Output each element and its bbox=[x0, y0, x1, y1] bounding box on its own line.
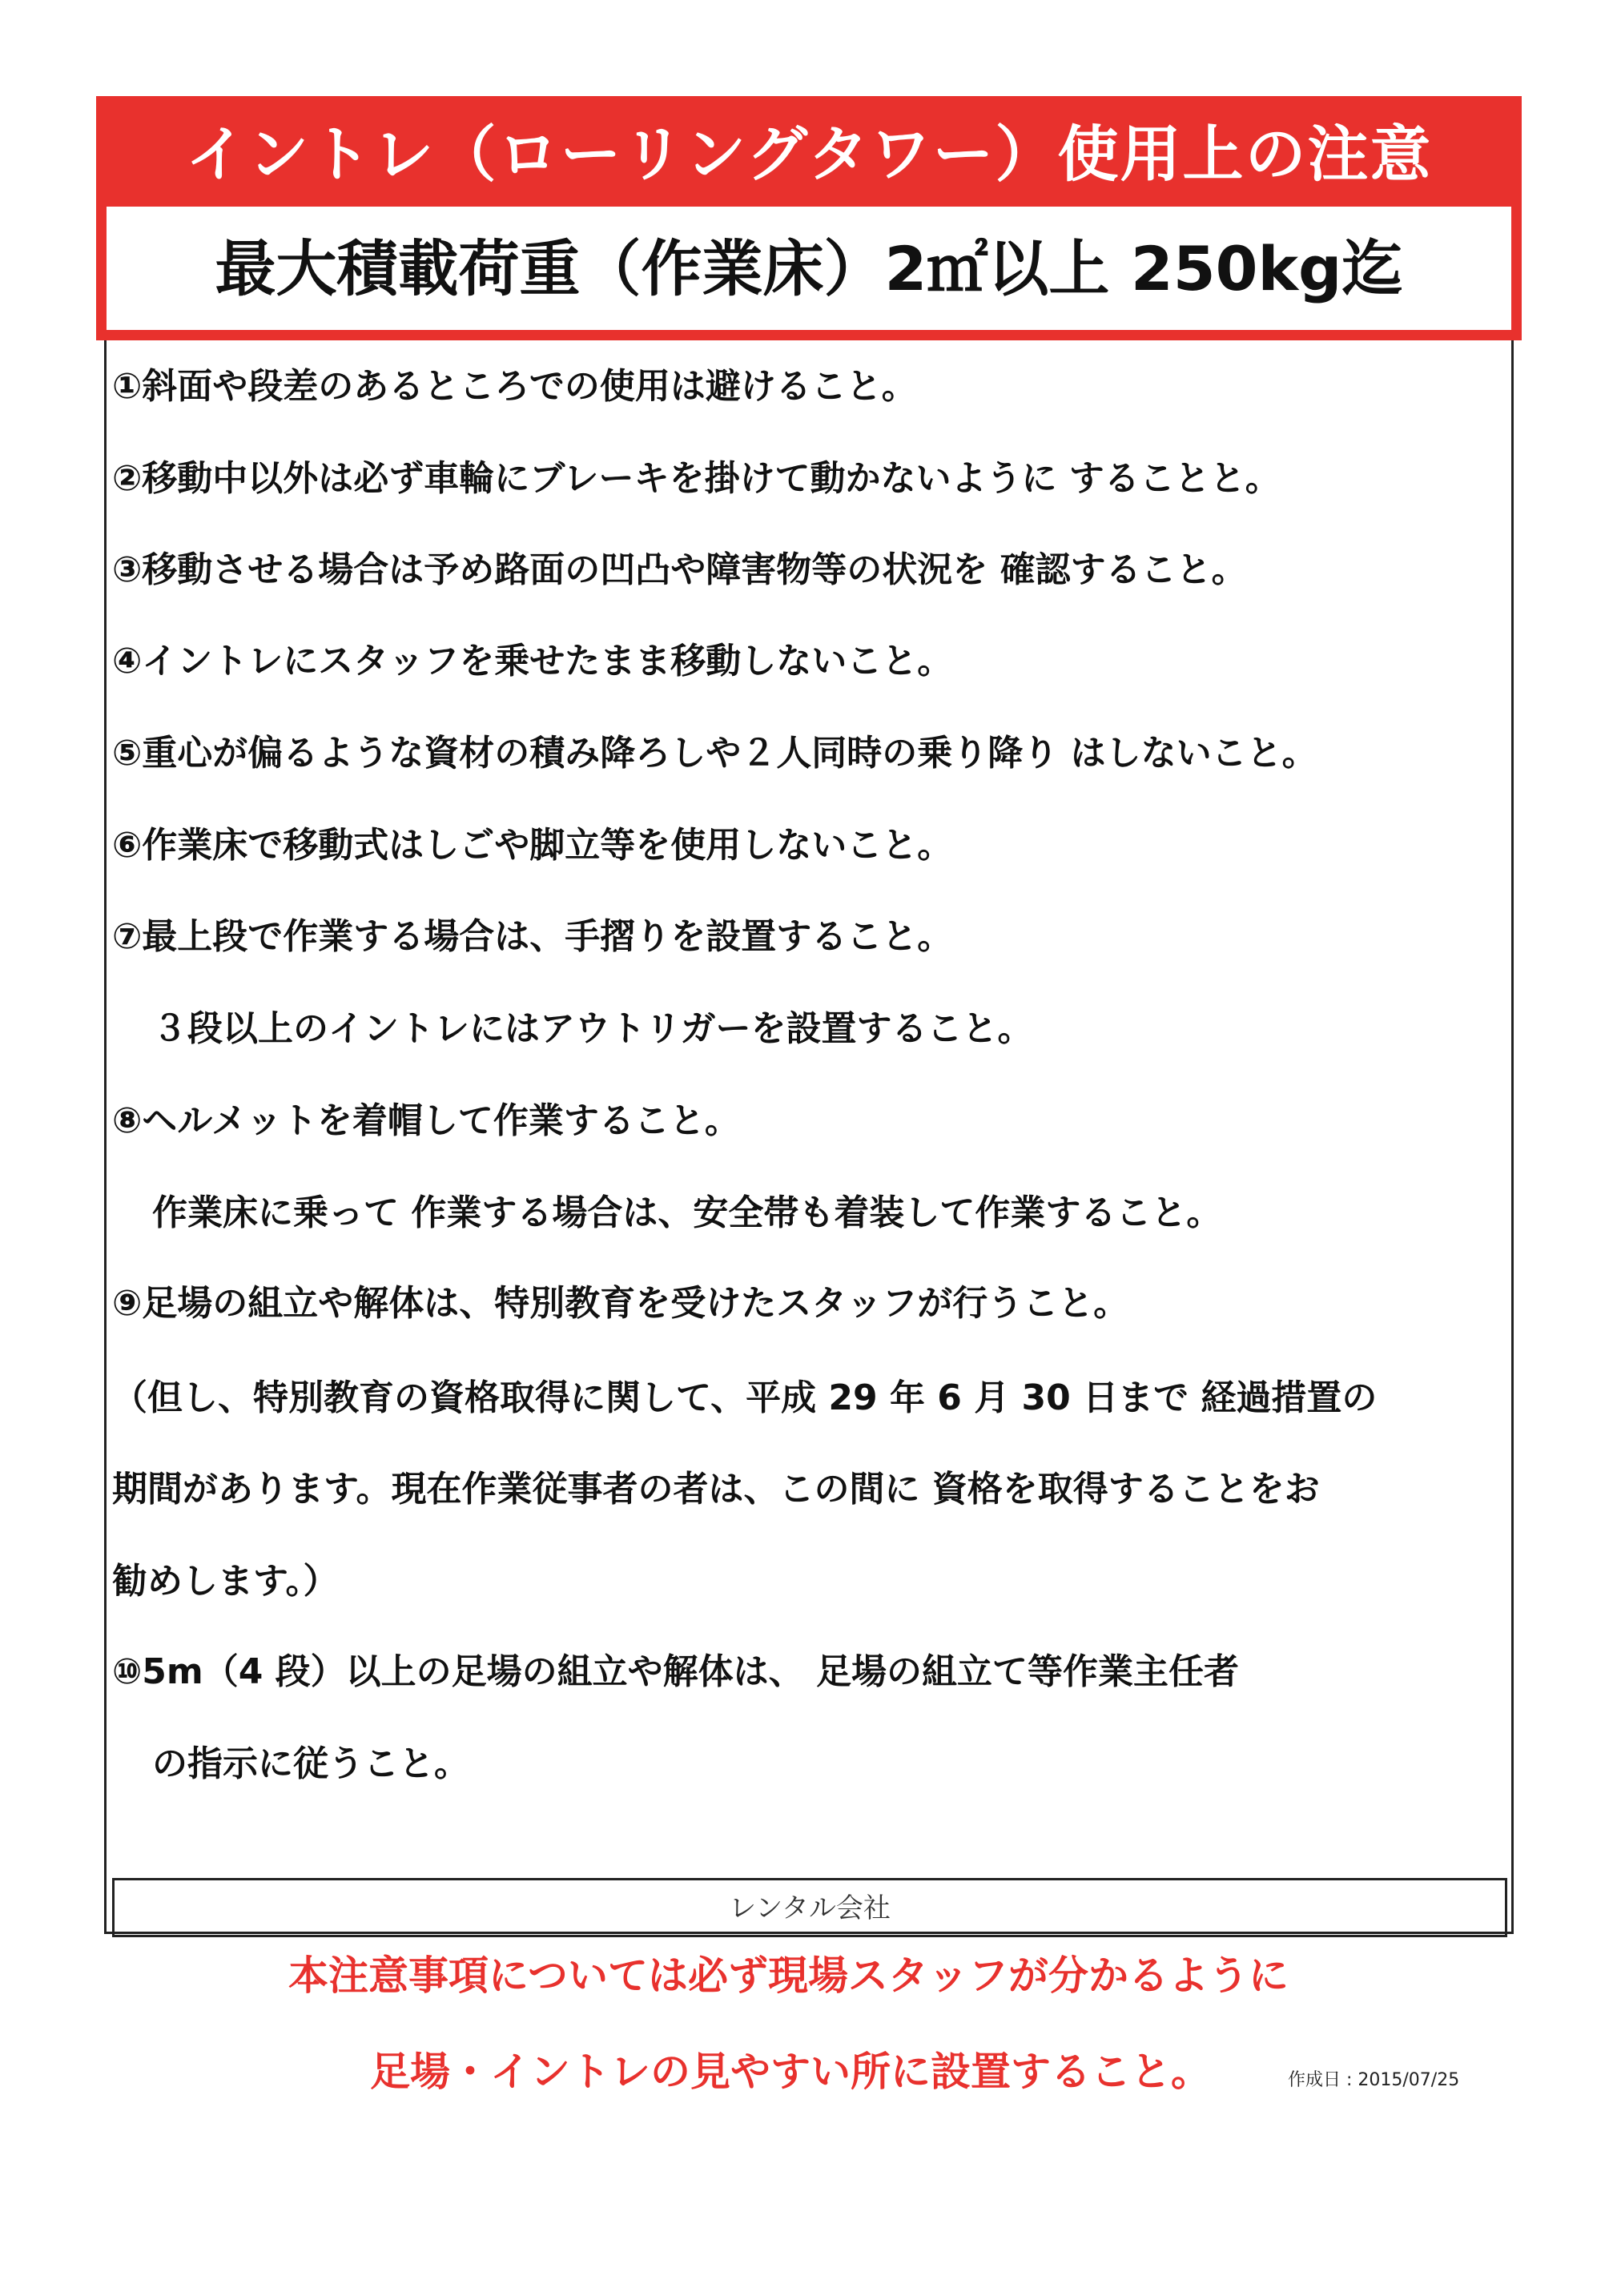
rule-item-10-continued: の指示に従うこと。 bbox=[152, 1743, 469, 1784]
rule-item-10: ⑩5m（4 段）以上の足場の組立や解体は、 足場の組立て等作業主任者 bbox=[112, 1651, 1239, 1692]
rule-item-7: ⑦最上段で作業する場合は、手摺りを設置すること。 bbox=[112, 916, 953, 957]
rule-item-9-note-line-2: 期間があります。現在作業従事者の者は、この間に 資格を取得することをお bbox=[112, 1469, 1320, 1510]
rental-company-label: レンタル会社 bbox=[729, 1892, 891, 1924]
max-load-box bbox=[104, 204, 1514, 332]
rule-item-2: ②移動中以外は必ず車輪にブレーキを掛けて動かないように することと。 bbox=[112, 458, 1281, 499]
rule-item-8-note: 作業床に乗って 作業する場合は、安全帯も着装して作業すること。 bbox=[152, 1192, 1222, 1233]
page-title: イントレ（ローリングタワー）使用上の注意 bbox=[185, 119, 1433, 190]
notice-line-1: 本注意事項については必ず現場スタッフが分かるように bbox=[288, 1952, 1289, 1999]
rule-item-9: ⑨足場の組立や解体は、特別教育を受けたスタッフが行うこと。 bbox=[112, 1283, 1129, 1324]
title-banner bbox=[96, 96, 1522, 340]
rule-item-6: ⑥作業床で移動式はしごや脚立等を使用しないこと。 bbox=[112, 825, 953, 866]
rule-item-3: ③移動させる場合は予め路面の凹凸や障害物等の状況を 確認すること。 bbox=[112, 549, 1247, 590]
notice-line-2: 足場・イントレの見やすい所に設置すること。 bbox=[370, 2049, 1211, 2095]
rental-company-box bbox=[112, 1878, 1507, 1937]
rule-item-9-note-line-3: 勧めします。） bbox=[112, 1561, 339, 1602]
rule-item-4: ④イントレにスタッフを乗せたまま移動しないこと。 bbox=[112, 641, 953, 682]
created-date: 作成日 : 2015/07/25 bbox=[1288, 2070, 1460, 2090]
max-load-text: 最大積載荷重（作業床）2㎡以上 250kg迄 bbox=[215, 233, 1403, 304]
rule-item-8: ⑧ヘルメットを着帽して作業すること。 bbox=[112, 1100, 740, 1141]
rule-item-5: ⑤重心が偏るような資材の積み降ろしや２人同時の乗り降り はしないこと。 bbox=[112, 733, 1317, 774]
rule-item-7-note: ３段以上のイントレにはアウトリガーを設置すること。 bbox=[152, 1008, 1033, 1049]
rule-item-9-note-line-1: （但し、特別教育の資格取得に関して、平成 29 年 6 月 30 日まで 経過措置の bbox=[112, 1377, 1378, 1418]
rule-item-1: ①斜面や段差のあるところでの使用は避けること。 bbox=[112, 366, 917, 407]
